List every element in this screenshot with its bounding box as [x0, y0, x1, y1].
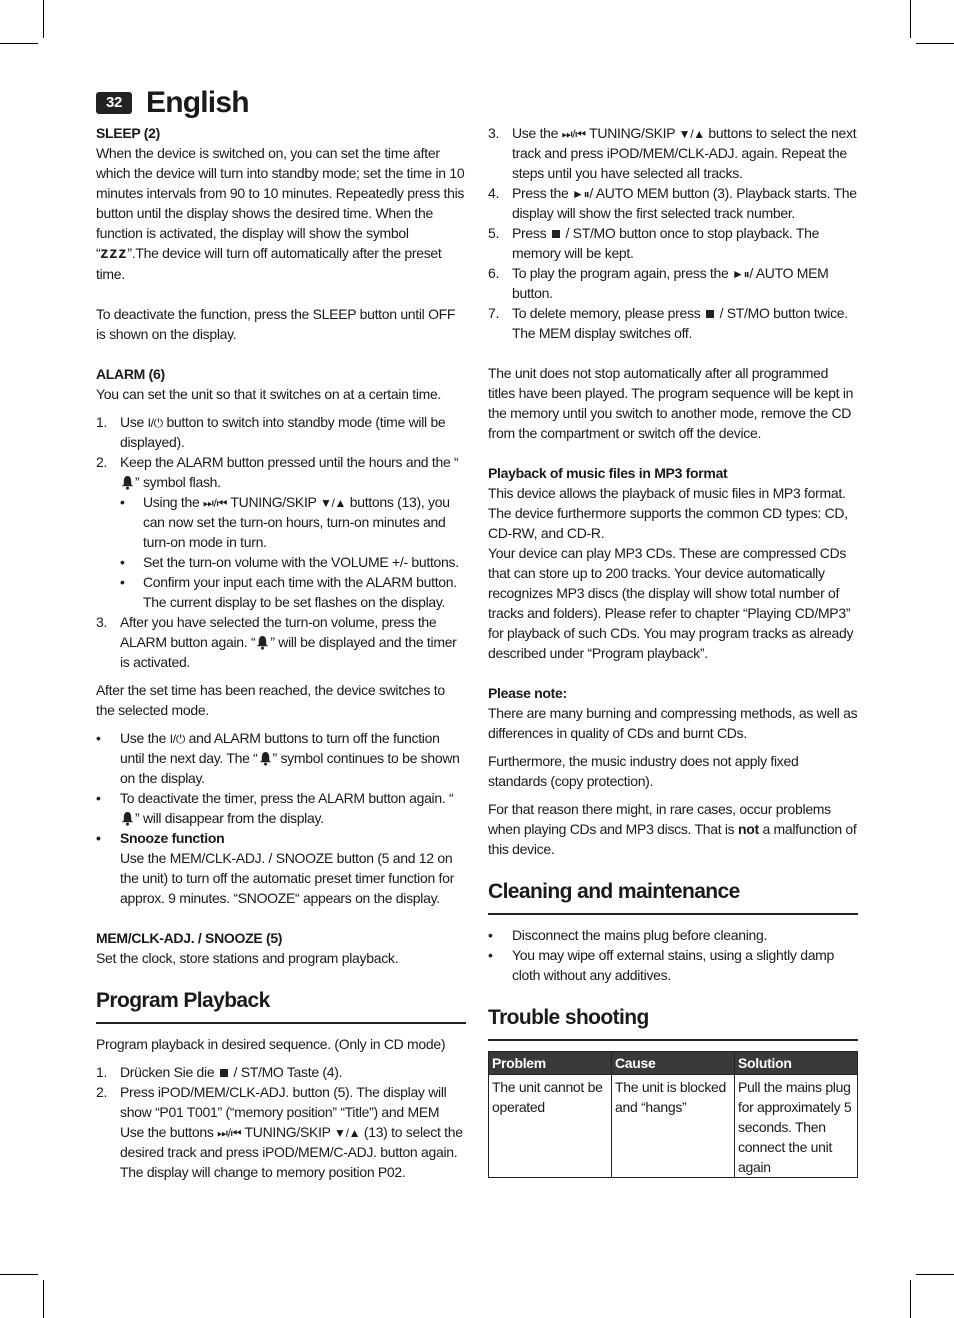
- alarm-bell-icon: [258, 751, 273, 766]
- please-note-paragraph: Furthermore, the music industry does not apply fixed standards (copy protection).: [488, 753, 799, 789]
- stop-icon: [220, 1069, 228, 1077]
- list-item: 6. To play the program again, press the ►⏸/ AUTO MEM button.: [488, 265, 829, 301]
- stop-icon: [552, 230, 560, 238]
- page-number: 32: [96, 92, 132, 114]
- play-pause-icon: ►⏸: [732, 267, 750, 282]
- list-item: • You may wipe off external stains, using a slightly damp cloth without any additives.: [488, 947, 835, 983]
- list-item: 1. Drücken Sie die / ST/MO Taste (4).: [96, 1064, 343, 1080]
- table-row: [489, 1075, 858, 1178]
- section-heading: Program Playback: [96, 988, 466, 1024]
- please-note-paragraph: For that reason there might, in rare cases, occur problems when playing CDs and MP3 discs. That is not a malfunction of this device.: [488, 801, 857, 857]
- table-cell: The unit cannot be operated: [489, 1075, 612, 1178]
- prog-steps-continued: [488, 123, 858, 343]
- sleep-title: SLEEP (2): [96, 125, 160, 141]
- alarm-bullets: [96, 728, 466, 908]
- mp3-title: Playback of music files in MP3 format: [488, 465, 728, 481]
- list-item: • Using the ⏭/⏮ TUNING/SKIP ▼/▲ buttons (13), you can now set the turn-on hours, turn-on minutes and turn-on mode in turn.: [120, 494, 450, 550]
- alarm-bell-icon: [120, 811, 135, 826]
- crop-mark: [910, 1280, 911, 1318]
- arrows-icon: ▼/▲: [334, 1126, 361, 1141]
- mp3-paragraph: This device allows the playback of music files in MP3 format. The device furthermore supports the common CD types: CD, CD-RW, and CD-R.: [488, 485, 848, 541]
- table-cell: Pull the mains plug for approximately 5 seconds. Then connect the unit again: [735, 1075, 858, 1178]
- table-cell: The unit is blocked and “hangs”: [612, 1075, 735, 1178]
- page-header: [96, 86, 249, 120]
- mem-title: MEM/CLK-ADJ. / SNOOZE (5): [96, 930, 283, 946]
- list-item: 3. After you have selected the turn-on volume, press the ALARM button again. “ ” will be displayed and the timer is activated.: [96, 614, 457, 670]
- list-item: • Disconnect the mains plug before cleaning.: [488, 927, 768, 943]
- trouble-table: [488, 1051, 858, 1178]
- sleep-deactivate: To deactivate the function, press the SLEEP button until OFF is shown on the display.: [96, 306, 456, 342]
- list-item: 5. Press / ST/MO button once to stop playback. The memory will be kept.: [488, 225, 820, 261]
- crop-mark: [916, 1274, 954, 1275]
- stop-icon: [706, 310, 714, 318]
- list-item: 3. Use the ⏭/⏮ TUNING/SKIP ▼/▲ buttons to select the next track and press iPOD/MEM/CLK-ADJ. again. Repeat the steps until you have selected all tracks.: [488, 125, 857, 181]
- please-note-paragraph: There are many burning and compressing methods, as well as differences in quality of CDs and burnt CDs.: [488, 705, 858, 741]
- crop-mark: [0, 43, 38, 44]
- power-icon: I/⏻: [169, 732, 186, 747]
- left-column: [96, 123, 466, 1182]
- skip-icon: ⏭/⏮: [217, 1126, 242, 1141]
- crop-mark: [0, 1274, 38, 1275]
- list-item: • Snooze function Use the MEM/CLK-ADJ. / SNOOZE button (5 and 12 on the unit) to turn off the automatic preset timer function for approx. 9 minutes. “SNOOZE“ appears on the display.: [96, 830, 454, 906]
- after-paragraph: After the set time has been reached, the device switches to the selected mode.: [96, 682, 445, 718]
- power-icon: I/⏻: [147, 416, 163, 431]
- section-heading: Trouble shooting: [488, 1005, 858, 1041]
- alarm-bell-icon: [255, 635, 270, 650]
- table-header: Solution: [735, 1052, 858, 1075]
- list-item: • Confirm your input each time with the ALARM button. The current display to be set flashes on the display.: [120, 574, 457, 610]
- arrows-icon: ▼/▲: [678, 127, 705, 142]
- alarm-title: ALARM (6): [96, 366, 165, 382]
- list-item: • Set the turn-on volume with the VOLUME +/- buttons.: [120, 554, 459, 570]
- crop-mark: [43, 0, 44, 38]
- arrows-icon: ▼/▲: [319, 496, 347, 511]
- alarm-steps: [96, 412, 466, 672]
- mem-text: Set the clock, store stations and program playback.: [96, 950, 399, 966]
- list-item: 1. Use I/⏻ button to switch into standby mode (time will be displayed).: [96, 414, 446, 450]
- sleep-symbol: zzz: [100, 245, 128, 262]
- alarm-intro: You can set the unit so that it switches on at a certain time.: [96, 386, 442, 402]
- list-item: 7. To delete memory, please press / ST/MO button twice. The MEM display switches off.: [488, 305, 848, 341]
- crop-mark: [43, 1280, 44, 1318]
- skip-icon: ⏭/⏮: [203, 496, 228, 511]
- prog-steps: [96, 1062, 466, 1182]
- skip-icon: ⏭/⏮: [561, 127, 586, 142]
- play-pause-icon: ►⏸: [572, 187, 590, 202]
- page-title: English: [146, 86, 249, 119]
- alarm-bell-icon: [120, 475, 135, 490]
- please-note-title: Please note:: [488, 685, 567, 701]
- table-header: Problem: [489, 1052, 612, 1075]
- crop-mark: [916, 43, 954, 44]
- table-header: Cause: [612, 1052, 735, 1075]
- list-item: 2. Keep the ALARM button pressed until the hours and the “” symbol flash.: [96, 454, 459, 490]
- right-column: [488, 123, 858, 1178]
- list-item: • Use the I/⏻ and ALARM buttons to turn off the function until the next day. The “ ” symbol continues to be shown on the display.: [96, 730, 460, 786]
- sleep-paragraph: When the device is switched on, you can set the time after which the device will turn into standby mode; set the time in 10 minutes intervals from 90 to 10 minutes. Repeatedly press this button until the display shows the desired time. When the function is activated, the display will show the symbol “zzz”.The device will turn off automatically after the preset time.: [96, 145, 465, 282]
- cleaning-list: [488, 925, 858, 985]
- list-item: • To deactivate the timer, press the ALARM button again. “” will disappear from the display.: [96, 790, 454, 826]
- mp3-paragraph: Your device can play MP3 CDs. These are compressed CDs that can store up to 200 tracks. Your device automatically recognizes MP3 discs (the display will show total number of tracks and folders). Please refer to chapter “Playing CD/MP3” for playback of such CDs. You may program tracks as already described under “Program playback”.: [488, 545, 854, 661]
- snooze-text: Use the MEM/CLK-ADJ. / SNOOZE button (5 and 12 on the unit) to turn off the automatic preset timer function for approx. 9 minutes. “SNOOZE“ appears on the display.: [120, 850, 454, 906]
- crop-mark: [910, 0, 911, 38]
- table-header-row: [489, 1052, 858, 1075]
- section-heading: Cleaning and maintenance: [488, 879, 858, 915]
- prog-intro: Program playback in desired sequence. (Only in CD mode): [96, 1036, 446, 1052]
- list-item: 4. Press the ►⏸/ AUTO MEM button (3). Playback starts. The display will show the first selected track number.: [488, 185, 857, 221]
- list-item: 2. Press iPOD/MEM/CLK-ADJ. button (5). The display will show “P01 T001” (“memory position” “Title”) and MEM Use the buttons ⏭/⏮ TUNING/SKIP ▼/▲ (13) to select the desired track and press iPOD/MEM/C-ADJ. button again. The display will change to memory position P02.: [96, 1084, 463, 1180]
- program-note: The unit does not stop automatically after all programmed titles have been played. The program sequence will be kept in the memory until you switch to another mode, remove the CD from the compartment or switch off the device.: [488, 365, 854, 441]
- snooze-title: Snooze function: [120, 830, 225, 846]
